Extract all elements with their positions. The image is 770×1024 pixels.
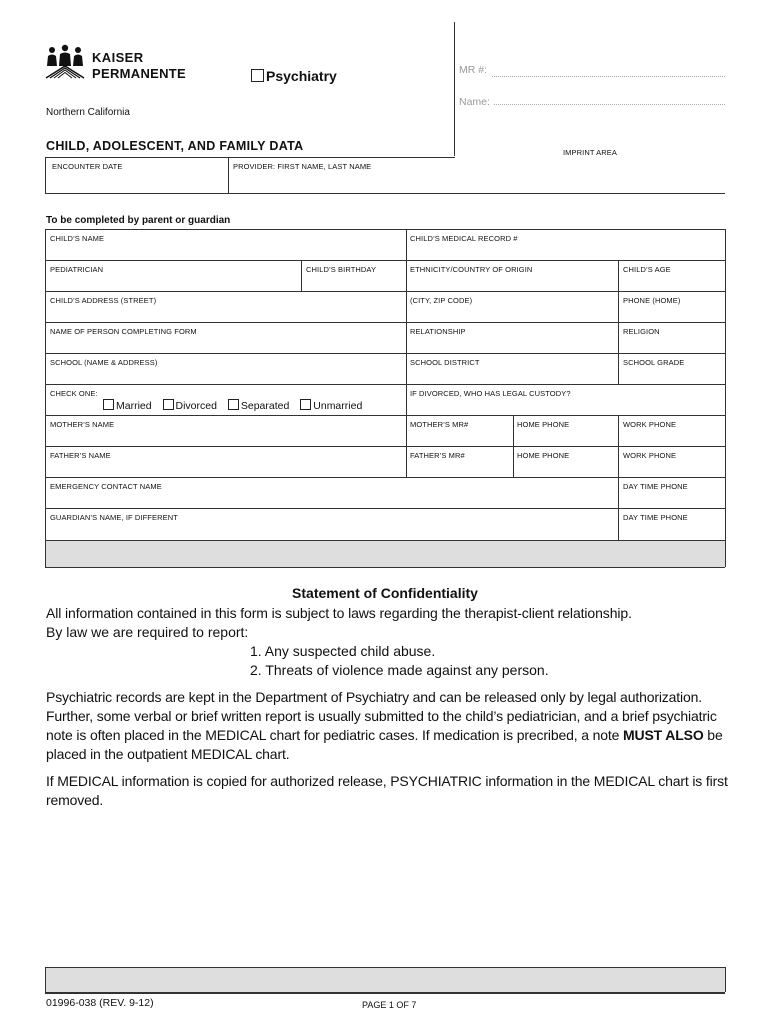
row-line-8 (45, 477, 725, 478)
form-number: 01996-038 (REV. 9-12) (46, 997, 154, 1009)
option-separated[interactable]: Separated (228, 400, 289, 412)
legal-custody-field[interactable]: IF DIVORCED, WHO HAS LEGAL CUSTODY? (410, 389, 571, 398)
col-line-birthday (301, 260, 302, 291)
statement-paragraph-2: Psychiatric records are kept in the Department of Psychiatry and can be released only by legal authorization. Further, some verbal or brief written report is usually submitted to the child’s pediatrician, and a brief psychiatric note is often placed in the MEDICAL chart for pediatric cases. If medication is precribed, a note MUST ALSO be placed in the outpatient MEDICAL chart. (46, 689, 723, 762)
row-line-5 (45, 384, 725, 385)
pediatrician-field[interactable]: PEDIATRICIAN (50, 265, 104, 274)
row-line-3 (45, 322, 725, 323)
grid-left (45, 229, 46, 567)
emergency-day-phone-field[interactable]: DAY TIME PHONE (623, 482, 688, 491)
grid-top (45, 229, 725, 230)
row-line-7 (45, 446, 725, 447)
school-grade-field[interactable]: SCHOOL GRADE (623, 358, 685, 367)
statement-title: Statement of Confidentiality (292, 585, 478, 601)
col-line-right-a (618, 260, 619, 384)
mothers-name-field[interactable]: MOTHER’S NAME (50, 420, 115, 429)
check-one-label: CHECK ONE: (50, 389, 98, 398)
fathers-home-phone-field[interactable]: HOME PHONE (517, 451, 570, 460)
married-checkbox[interactable] (103, 399, 114, 410)
option-divorced[interactable]: Divorced (163, 400, 217, 412)
statement-item-1: 1. Any suspected child abuse. (250, 643, 436, 659)
statement-item-2: 2. Threats of violence made against any person. (250, 662, 549, 678)
kaiser-logo (44, 44, 194, 84)
grid-right (725, 229, 726, 567)
childs-birthday-field[interactable]: CHILD’S BIRTHDAY (306, 265, 377, 274)
childs-age-field[interactable]: CHILD’S AGE (623, 265, 671, 274)
childs-mrn-field[interactable]: CHILD’S MEDICAL RECORD # (410, 234, 518, 243)
footer-shaded-bar (46, 968, 725, 992)
psychiatry-checkbox-row[interactable] (251, 68, 337, 84)
fathers-mr-field[interactable]: FATHER’S MR# (410, 451, 465, 460)
fathers-name-field[interactable]: FATHER’S NAME (50, 451, 111, 460)
name-label: Name: (459, 96, 490, 108)
form-title: CHILD, ADOLESCENT, AND FAMILY DATA (46, 139, 304, 153)
childs-name-field[interactable]: CHILD’S NAME (50, 234, 105, 243)
address-field[interactable]: CHILD’S ADDRESS (STREET) (50, 296, 157, 305)
row-line-2 (45, 291, 725, 292)
relationship-field[interactable]: RELATIONSHIP (410, 327, 466, 336)
school-district-field[interactable]: SCHOOL DISTRICT (410, 358, 480, 367)
must-also-emphasis: MUST ALSO (622, 727, 704, 743)
school-field[interactable]: SCHOOL (NAME & ADDRESS) (50, 358, 158, 367)
encounter-bottom-line (45, 193, 725, 194)
guardian-day-phone-field[interactable]: DAY TIME PHONE (623, 513, 688, 522)
statement-paragraph-3: If MEDICAL information is copied for authorized release, PSYCHIATRIC information in the MEDICAL chart is first removed. (46, 773, 728, 808)
city-zip-field[interactable]: (CITY, ZIP CODE) (410, 296, 473, 305)
row-line-1 (45, 260, 725, 261)
option-unmarried[interactable]: Unmarried (300, 400, 362, 412)
provider-name-field[interactable]: PROVIDER: FIRST NAME, LAST NAME (233, 162, 372, 171)
page-number: PAGE 1 OF 7 (362, 1000, 417, 1010)
encounter-mid-line (228, 157, 229, 193)
brand-line-1: KAISER (92, 50, 144, 65)
mothers-home-phone-field[interactable]: HOME PHONE (517, 420, 570, 429)
divorced-checkbox[interactable] (163, 399, 174, 410)
row-line-6 (45, 415, 725, 416)
footer-box-right (725, 967, 726, 992)
mothers-mr-field[interactable]: MOTHER’S MR# (410, 420, 469, 429)
col-line-right-b (618, 415, 619, 540)
section-heading: To be completed by parent or guardian (46, 215, 231, 226)
row-line-4 (45, 353, 725, 354)
encounter-date-field[interactable]: ENCOUNTER DATE (52, 162, 123, 171)
guardian-name-field[interactable]: GUARDIAN’S NAME, IF DIFFERENT (50, 513, 178, 522)
statement-body (46, 604, 730, 810)
name-field[interactable] (494, 104, 725, 105)
marital-status-options (103, 399, 362, 412)
imprint-area-label: IMPRINT AREA (563, 148, 617, 157)
separated-checkbox[interactable] (228, 399, 239, 410)
statement-line-1: All information contained in this form is subject to laws regarding the therapist-client relationship. (46, 605, 632, 621)
shaded-bar (46, 541, 725, 567)
psychiatry-checkbox[interactable] (251, 69, 264, 82)
col-line-main (406, 229, 407, 477)
option-married[interactable]: Married (103, 400, 152, 412)
kaiser-logo-icon (44, 44, 86, 80)
completing-form-field[interactable]: NAME OF PERSON COMPLETING FORM (50, 327, 197, 336)
encounter-left-line (45, 157, 46, 193)
fathers-work-phone-field[interactable]: WORK PHONE (623, 451, 677, 460)
emergency-contact-field[interactable]: EMERGENCY CONTACT NAME (50, 482, 162, 491)
row-line-9 (45, 508, 725, 509)
ethnicity-field[interactable]: ETHNICITY/COUNTRY OF ORIGIN (410, 265, 533, 274)
encounter-top-line (45, 157, 455, 158)
unmarried-checkbox[interactable] (300, 399, 311, 410)
statement-line-2: By law we are required to report: (46, 624, 249, 640)
phone-home-field[interactable]: PHONE (HOME) (623, 296, 681, 305)
footer-box-bottom (45, 992, 725, 994)
mr-label: MR #: (459, 64, 488, 76)
row-line-11 (45, 567, 725, 568)
religion-field[interactable]: RELIGION (623, 327, 660, 336)
psychiatry-label: Psychiatry (266, 68, 337, 84)
mr-field[interactable] (492, 76, 725, 77)
mothers-work-phone-field[interactable]: WORK PHONE (623, 420, 677, 429)
col-line-home (513, 415, 514, 477)
header-divider (454, 22, 455, 156)
brand-line-2: PERMANENTE (92, 66, 187, 81)
region-label: Northern California (46, 107, 130, 118)
